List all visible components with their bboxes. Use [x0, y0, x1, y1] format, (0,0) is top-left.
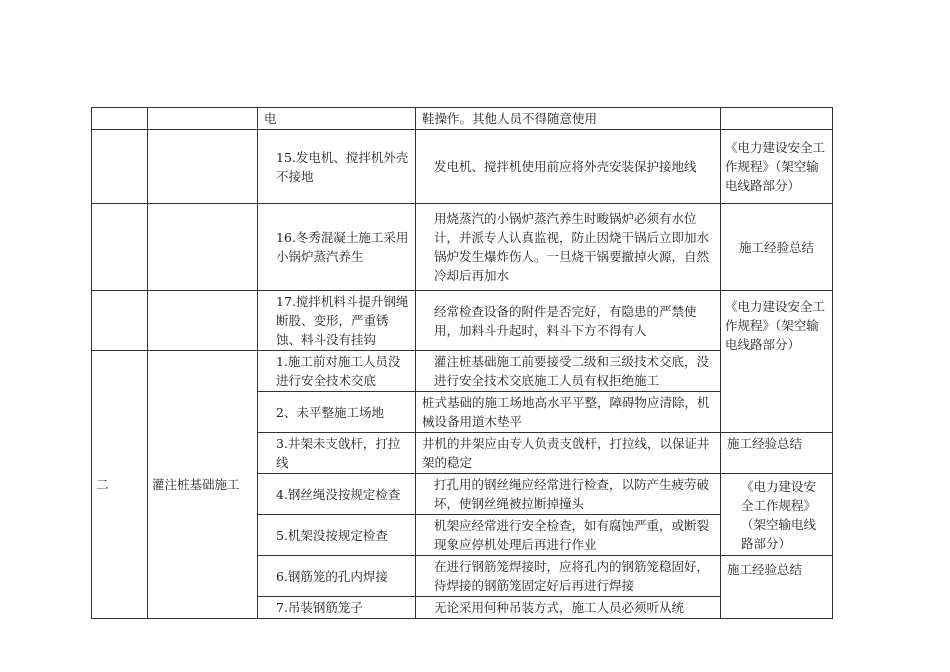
item-cell: 2、未平整施工场地 [258, 392, 416, 433]
source-cell: 《电力建设安全工作规程》（架空输电线路部分） [721, 291, 833, 433]
source-cell: 施工经验总结 [721, 556, 833, 619]
hazard-table [91, 107, 833, 619]
table-row [92, 130, 833, 204]
table-row [92, 291, 833, 351]
measure-cell: 桩式基础的施工场地高水平平整，障碍物应清除，机械设备用道木垫平 [416, 392, 721, 433]
item-cell: 17.搅拌机料斗提升钢绳断股、变形，严重锈蚀、料斗没有挂钩 [258, 291, 416, 351]
source-cell: 施工经验总结 [721, 433, 833, 474]
measure-cell: 发电机、搅拌机使用前应将外壳安装保护接地线 [416, 130, 721, 204]
item-cell: 1.施工前对施工人员没进行安全技术交底 [258, 351, 416, 392]
item-cell: 7.吊装钢筋笼子 [258, 597, 416, 619]
item-cell: 16.冬秀混凝土施工采用小锅炉蒸汽养生 [258, 204, 416, 291]
measure-cell: 井机的井架应由专人负责支戗杆，打拉线，以保证井架的稳定 [416, 433, 721, 474]
item-cell: 15.发电机、搅拌机外壳不接地 [258, 130, 416, 204]
measure-cell: 无论采用何种吊装方式，施工人员必须听从统 [416, 597, 721, 619]
measure-cell: 打孔用的钢丝绳应经常进行检查，以防产生疲劳破坏，使钢丝绳被拉断掉撞头 [416, 474, 721, 515]
source-cell: 《电力建设安全工作规程》（架空输电线路部分） [721, 130, 833, 204]
item-cell: 6.钢筋笼的孔内焊接 [258, 556, 416, 597]
measure-cell: 鞋操作。其他人员不得随意使用 [416, 108, 721, 130]
table-row [92, 108, 833, 130]
measure-cell: 用烧蒸汽的小锅炉蒸汽养生时畯锅炉必须有水位计，并派专人认真监视，防止因烧干锅后立即加水锅炉发生爆炸伤人。一旦烧干锅要撤掉火源，自然冷却后再加水 [416, 204, 721, 291]
measure-cell: 机架应经常进行安全检查，如有腐蚀严重，或断裂现象应停机处理后再进行作业 [416, 515, 721, 556]
measure-cell: 经常检查设备的附件是否完好，有隐患的严禁使用，加料斗升起时，料斗下方不得有人 [416, 291, 721, 351]
source-cell: 《电力建设安全工作规程》（架空输电线路部分） [721, 474, 833, 556]
table-row [92, 204, 833, 291]
item-cell: 4.钢丝绳没按规定检查 [258, 474, 416, 515]
item-cell: 3.井架未支戗杆，打拉线 [258, 433, 416, 474]
measure-cell: 灌注桩基础施工前要接受二级和三级技术交底，没进行安全技术交底施工人员有权拒绝施工 [416, 351, 721, 392]
source-cell: 施工经验总结 [721, 204, 833, 291]
section-title: 灌注桩基础施工 [148, 351, 258, 619]
item-cell: 电 [258, 108, 416, 130]
section-number: 二 [92, 351, 148, 619]
measure-cell: 在进行钢筋笼焊接时，应将孔内的钢筋笼稳固好，待焊接的钢筋笼固定好后再进行焊接 [416, 556, 721, 597]
item-cell: 5.机架没按规定检查 [258, 515, 416, 556]
